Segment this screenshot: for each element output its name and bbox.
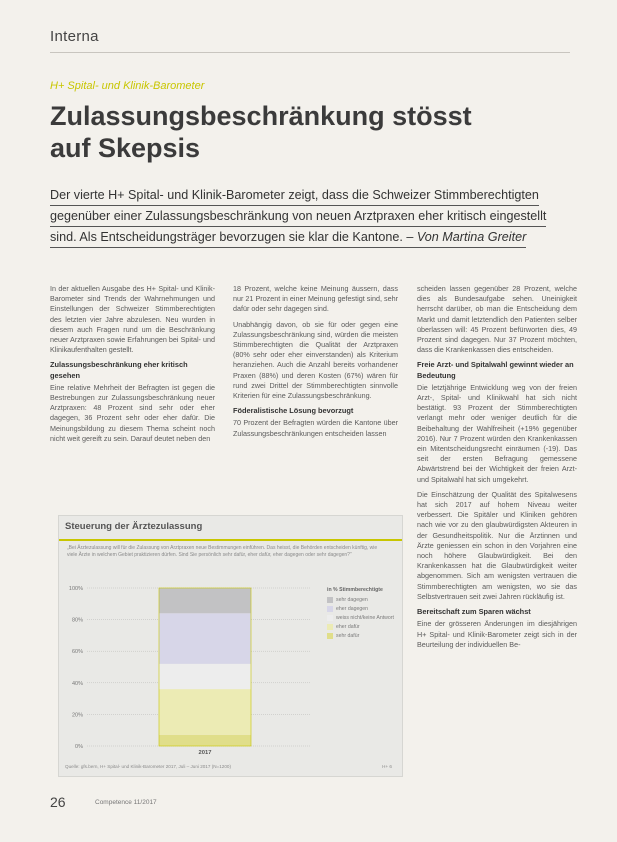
stacked-bar-chart [59, 516, 402, 776]
body-paragraph: Eine der grösseren Änderungen im diesjährigen H+ Spital- und Klinik-Barometer zeigt sich in der Beurteilung der individuellen Be- [417, 619, 577, 649]
legend-item [327, 615, 399, 621]
chart-description: „Bei Ärztezulassung will für die Zulassung von Arztpraxen neue Bestimmungen einführen. Das heisst, die Behörden entscheiden künftig, wie viele Ärzte in welchem Gebiet praktizieren dürfen. Sind Sie persönlich sehr dafür, eher dafür, eher dagegen oder sehr dagegen?“ [67, 545, 378, 558]
bar-segment [159, 689, 251, 735]
legend-label: weiss nicht/keine Antwort [336, 615, 394, 621]
legend-item [327, 597, 399, 603]
y-tick-label: 80% [71, 617, 83, 624]
article-kicker: H+ Spital- und Klinik-Barometer [50, 80, 205, 92]
article-headline [50, 100, 570, 164]
body-paragraph: Unabhängig davon, ob sie für oder gegen eine Zulassungsbeschränkung sind, würden die meisten Stimmberechtigten die Qualität der Arztpraxen (80% sehr oder eher einverstanden) als Kriterium heranziehen. Auch die Anzahl bereits vorhandener Praxen (88%) und deren Kosten (67%) wären für rund zwei Drittel der Stimmberechtigten sinnvolle Kriterien für eine Zulassungsbeschränkung. [233, 319, 398, 401]
body-column-3 [417, 284, 577, 655]
legend-swatch [327, 597, 333, 603]
bar-segment [159, 588, 251, 613]
legend-label: eher dafür [336, 624, 360, 630]
section-divider [50, 52, 570, 53]
y-tick-label: 40% [71, 680, 83, 687]
subheading: Bereitschaft zum Sparen wächst [417, 607, 531, 617]
lead-line [50, 227, 526, 248]
legend-item [327, 633, 399, 639]
legend-title: in % Stimmberechtigte [327, 587, 383, 593]
body-paragraph: 70 Prozent der Befragten würden die Kantone über Zulassungsbeschränkungen entscheiden lassen [233, 418, 398, 438]
bar-segment [159, 613, 251, 664]
lead-line-text: sind. Als Entscheidungsträger bevorzugen sie klar die Kantone. – [50, 230, 417, 244]
body-paragraph: Die Einschätzung der Qualität des Spitalwesens hat sich 2017 auf hohem Niveau weiter verbessert. Die Spitäler und Kliniken gehören nach wie vor zu den glaubwürdigsten Akteuren in der Gesundheitspolitik. Nur die Ärztinnen und Ärzte geniessen ein schon in den Vorjahren eine noch höhere Glaubwürdigkeit. Bei den Krankenkassen hat die Glaubwürdigkeit weiter abgenommen. Sich am wenigsten vertrauen die Stimmberechtigten am wenigsten, wo sie das Selbstvertrauen seit zwei Jahren rückläufig ist. [417, 489, 577, 601]
body-paragraph: 18 Prozent, welche keine Meinung äussern, dass nur 21 Prozent in einer Meinung gefestigt sind, sehr dafür oder sehr dagegen sind. [233, 284, 398, 314]
body-column-2 [233, 284, 398, 444]
legend-item [327, 606, 399, 612]
body-paragraph: Eine relative Mehrheit der Befragten ist gegen die Bestrebungen zur Zulassungsbeschränkung neuer Arztpraxen: 48 Prozent sind sehr oder eher dagegen, 36 Prozent sehr oder eher dafür. Die Meinungsbildung zu diesem Thema scheint noch nicht weit gereift zu sein. Darauf deutet neben den [50, 382, 215, 443]
article-lead [50, 185, 570, 248]
chart-box [58, 515, 403, 777]
y-tick-label: 0% [75, 744, 83, 750]
page-number: 26 [50, 794, 66, 810]
x-category-label: 2017 [198, 750, 212, 756]
legend-swatch [327, 606, 333, 612]
chart-title: Steuerung der Ärztezulassung [65, 521, 203, 532]
y-tick-label: 60% [71, 649, 83, 656]
article-author: Von Martina Greiter [416, 230, 527, 244]
lead-line: Der vierte H+ Spital- und Klinik-Barometer zeigt, dass die Schweizer Stimmberechtigten [50, 185, 539, 206]
y-tick-label: 100% [68, 586, 83, 592]
section-label: Interna [50, 28, 99, 45]
legend-swatch [327, 633, 333, 639]
subheading: Zulassungsbeschränkung eher kritisch gesehen [50, 360, 188, 380]
legend-label: eher dagegen [336, 606, 369, 612]
publication-name: Competence 11/2017 [95, 799, 157, 806]
headline-line: Zulassungsbeschränkung stösst [50, 101, 472, 131]
legend-item [327, 624, 399, 630]
chart-source-code: H+ 6 [382, 764, 392, 769]
legend-label: sehr dagegen [336, 597, 368, 603]
legend-label: sehr dafür [336, 633, 360, 639]
bar-segment [159, 664, 251, 689]
body-paragraph: Die letztjährige Entwicklung weg von der freien Arzt-, Spital- und Klinikwahl hat sich nicht bestätigt. 93 Prozent der Stimmberechtigten verlangt mehr oder weniger deutlich für die Beibehaltung der Wahlfreiheit (+19% gegenüber 2016). Nur 7 Prozent würden den Krankenkassen ein Mitentscheidungsrecht einräumen (-19). Das seit der ersten Befragung gemessene Abwärtstrend bei der Wichtigkeit der freien Arzt- und Spitalwahl hat sich umgekehrt. [417, 382, 577, 484]
subheading: Freie Arzt- und Spitalwahl gewinnt wieder an Bedeutung [417, 360, 574, 380]
subheading: Föderalistische Lösung bevorzugt [233, 406, 354, 416]
chart-source: Quelle: gfs.bern, H+ Spital- und Klinik-Barometer 2017, Juli – Juni 2017 (N=1200) [65, 764, 231, 769]
body-paragraph: scheiden lassen gegenüber 28 Prozent, welche dies als Bundesaufgabe sehen. Uneinigkeit herrscht darüber, ob man die Entscheidung dem Markt und damit letztendlich den Patienten selber überlassen will: 45 Prozent befürworten dies, 49 Prozent sind dagegen. Nur 37 Prozent möchten, dass die Krankenkassen dies entscheiden. [417, 284, 577, 355]
body-column-1 [50, 284, 215, 449]
y-tick-label: 20% [71, 712, 83, 719]
legend-swatch [327, 624, 333, 630]
bar-segment [159, 735, 251, 746]
lead-line: gegenüber einer Zulassungsbeschränkung von neuen Arztpraxen eher kritisch eingestellt [50, 206, 546, 227]
chart-legend [327, 587, 399, 642]
body-paragraph: In der aktuellen Ausgabe des H+ Spital- und Klinik-Barometer sind Trends der Wahrnehmungen und Einstellungen der Schweizer Stimmberechtigten des letzten vier Jahre abzulesen. Neu wurden in diesem auch Fragen rund um die Beschränkung neuer Arztpraxen sowie Erfahrungen bei Spital- und Klinikaufenthalten gestellt. [50, 284, 215, 355]
headline-line: auf Skepsis [50, 133, 201, 163]
legend-swatch [327, 615, 333, 621]
